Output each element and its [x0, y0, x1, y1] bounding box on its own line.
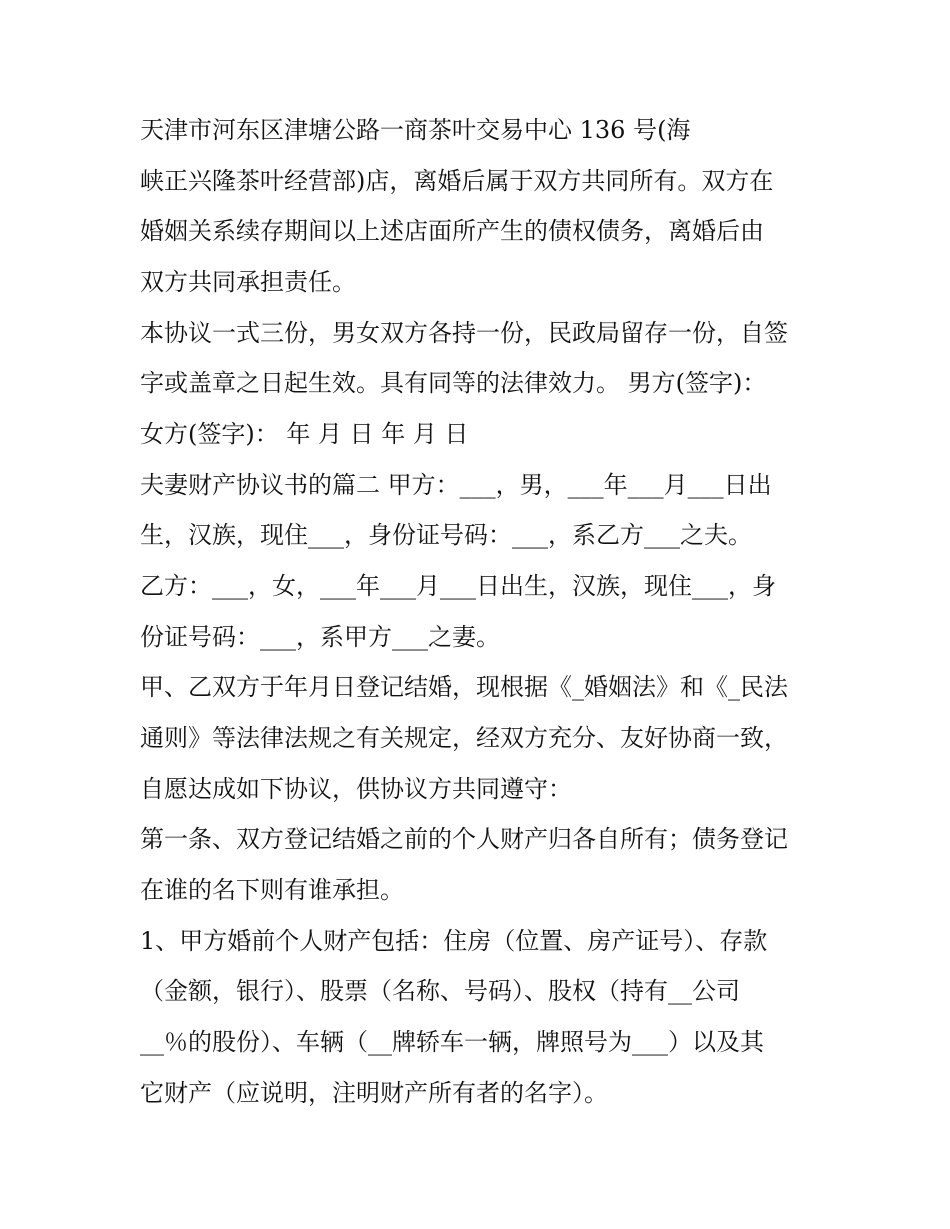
text-line: 第一条、双方登记结婚之前的个人财产归各自所有；债务登记 — [140, 825, 788, 853]
text-line: 在谁的名下则有谁承担。 — [140, 876, 404, 904]
text-line: __％的股份）、车辆（__牌轿车一辆，牌照号为___）以及其 — [140, 1028, 764, 1056]
text-line: 甲、乙双方于年月日登记结婚，现根据《_婚姻法》和《_民法 — [140, 673, 788, 701]
text-line: 生，汉族，现住___，身份证号码：___，系乙方___之夫。 — [140, 521, 752, 549]
text-line: 份证号码：___，系甲方___之妻。 — [140, 623, 500, 651]
text-line: 夫妻财产协议书的篇二 甲方：___，男，___年___月___日出 — [140, 471, 772, 499]
text-line: 字或盖章之日起生效。具有同等的法律效力。 男方(签字)： — [140, 369, 767, 397]
text-line: 峡正兴隆茶叶经营部)店，离婚后属于双方共同所有。双方在 — [140, 167, 774, 195]
text-line: 它财产（应说明，注明财产所有者的名字）。 — [140, 1079, 608, 1107]
text-line: 本协议一式三份，男女双方各持一份，民政局留存一份，自签 — [140, 319, 788, 347]
text-line: 婚姻关系续存期间以上述店面所产生的债权债务，离婚后由 — [140, 217, 764, 245]
text-line: 天津市河东区津塘公路一商茶叶交易中心 136 号(海 — [140, 116, 691, 144]
text-line: （金额，银行）、股票（名称、号码）、股权（持有__公司 — [140, 977, 740, 1005]
text-line: 乙方：___，女，___年___月___日出生，汉族，现住___，身 — [140, 572, 776, 600]
text-line: 女方(签字)： 年 月 日 年 月 日 — [140, 420, 469, 448]
text-line: 通则》等法律法规之有关规定，经双方充分、友好协商一致， — [140, 724, 788, 752]
text-line: 1、甲方婚前个人财产包括：住房（位置、房产证号）、存款 — [140, 927, 768, 955]
text-line: 双方共同承担责任。 — [140, 268, 356, 296]
text-line: 自愿达成如下协议，供协议方共同遵守： — [140, 775, 572, 803]
